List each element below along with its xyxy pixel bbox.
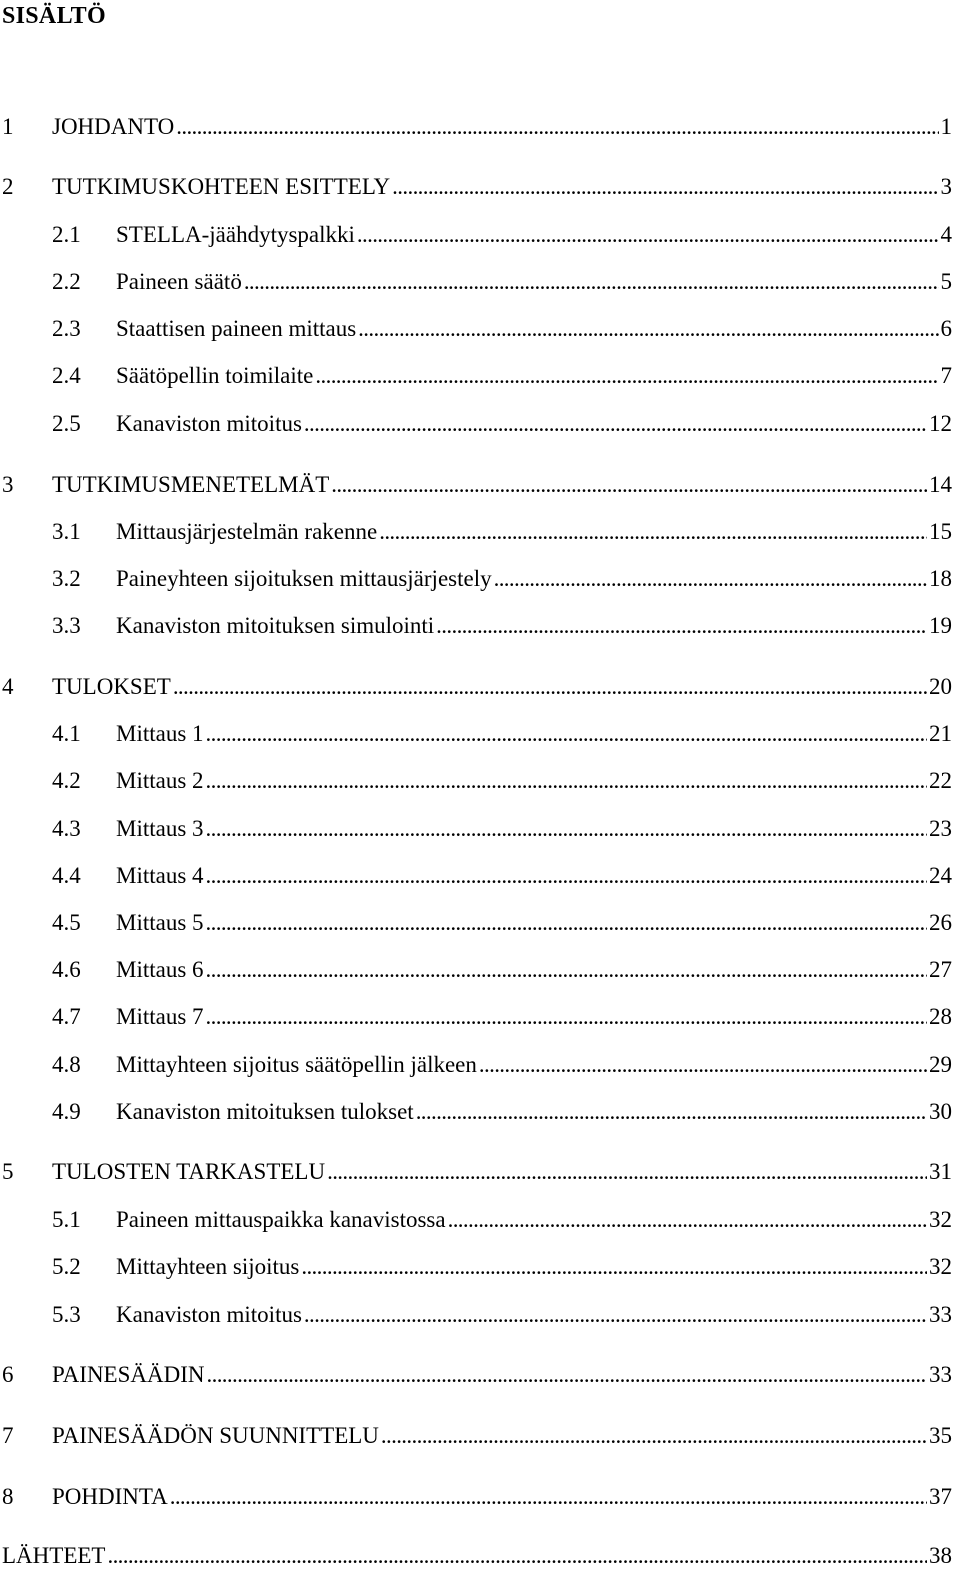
toc-entry-page-number: 12 xyxy=(929,411,952,436)
toc-entry[interactable] xyxy=(52,719,952,749)
toc-entry[interactable] xyxy=(2,1360,952,1390)
toc-entry-number: 4.2 xyxy=(52,768,81,793)
toc-entry[interactable] xyxy=(2,672,952,702)
toc-entry-number: 8 xyxy=(2,1484,14,1509)
toc-entry-page-number: 35 xyxy=(929,1423,952,1448)
toc-entry[interactable] xyxy=(52,564,952,594)
toc-entry-page-number: 32 xyxy=(929,1254,952,1279)
dot-leader xyxy=(357,220,939,250)
dot-leader xyxy=(176,112,938,142)
toc-entry-number: 4 xyxy=(2,674,14,699)
toc-entry[interactable] xyxy=(52,1205,952,1235)
toc-entry[interactable] xyxy=(2,1421,952,1451)
toc-entry-title: PAINESÄÄDÖN SUUNNITTELU xyxy=(52,1423,379,1448)
dot-leader xyxy=(206,719,927,749)
toc-entry-title: STELLA-jäähdytyspalkki xyxy=(116,222,355,247)
toc-entry[interactable] xyxy=(52,361,952,391)
toc-entry-title: Mittaus 7 xyxy=(116,1004,204,1029)
dot-leader xyxy=(494,564,927,594)
toc-entry-title: Mittaus 4 xyxy=(116,863,204,888)
toc-entry[interactable] xyxy=(52,314,952,344)
dot-leader xyxy=(315,361,938,391)
toc-entry-number: 7 xyxy=(2,1423,14,1448)
toc-entry-number: 3.1 xyxy=(52,519,81,544)
toc-entry-page-number: 20 xyxy=(929,674,952,699)
dot-leader xyxy=(331,470,927,500)
toc-entry-page-number: 21 xyxy=(929,721,952,746)
toc-entry-title: PAINESÄÄDIN xyxy=(52,1362,205,1387)
toc-entry-title: TULOSTEN TARKASTELU xyxy=(52,1159,326,1184)
toc-entry-title: Mittaus 2 xyxy=(116,768,204,793)
dot-leader xyxy=(173,672,927,702)
toc-entry[interactable] xyxy=(52,1050,952,1080)
toc-entry[interactable] xyxy=(52,1300,952,1330)
toc-entry-page-number: 1 xyxy=(940,114,952,139)
toc-entry-page-number: 18 xyxy=(929,566,952,591)
toc-entry[interactable] xyxy=(52,814,952,844)
dot-leader xyxy=(207,1360,928,1390)
toc-entry-page-number: 33 xyxy=(929,1302,952,1327)
toc-entry-page-number: 38 xyxy=(929,1543,952,1568)
toc-entry-title: Paineen mittauspaikka kanavistossa xyxy=(116,1207,446,1232)
dot-leader xyxy=(304,409,927,439)
toc-entry-title: Mittaus 1 xyxy=(116,721,204,746)
toc-entry-page-number: 23 xyxy=(929,816,952,841)
toc-entry-page-number: 14 xyxy=(929,472,952,497)
toc-entry-title: Mittaus 3 xyxy=(116,816,204,841)
toc-entry-number: 3.2 xyxy=(52,566,81,591)
dot-leader xyxy=(206,955,927,985)
toc-entry-title: Mittayhteen sijoitus säätöpellin jälkeen xyxy=(116,1052,477,1077)
toc-entry-title: TUTKIMUSMENETELMÄT xyxy=(52,472,330,497)
toc-entry-number: 2.2 xyxy=(52,269,81,294)
toc-entry-title: POHDINTA xyxy=(52,1484,168,1509)
dot-leader xyxy=(206,908,927,938)
toc-entry[interactable] xyxy=(2,172,952,202)
dot-leader xyxy=(170,1482,927,1512)
toc-entry[interactable] xyxy=(2,1541,952,1571)
toc-entry[interactable] xyxy=(52,409,952,439)
toc-entry-page-number: 37 xyxy=(929,1484,952,1509)
toc-entry-number: 3 xyxy=(2,472,14,497)
toc-entry-number: 5 xyxy=(2,1159,14,1184)
toc-entry-number: 4.7 xyxy=(52,1004,81,1029)
dot-leader xyxy=(206,766,927,796)
toc-entry[interactable] xyxy=(2,1482,952,1512)
toc-entry-page-number: 28 xyxy=(929,1004,952,1029)
toc-heading: SISÄLTÖ xyxy=(2,3,106,29)
toc-entry-number: 2.3 xyxy=(52,316,81,341)
toc-entry[interactable] xyxy=(2,112,952,142)
toc-entry-title: Mittaus 6 xyxy=(116,957,204,982)
toc-entry-number: 2 xyxy=(2,174,14,199)
toc-entry-page-number: 15 xyxy=(929,519,952,544)
toc-entry[interactable] xyxy=(2,1157,952,1187)
toc-entry-number: 4.5 xyxy=(52,910,81,935)
dot-leader xyxy=(206,1002,927,1032)
toc-entry-page-number: 22 xyxy=(929,768,952,793)
toc-entry-page-number: 31 xyxy=(929,1159,952,1184)
dot-leader xyxy=(358,314,938,344)
toc-entry-title: TUTKIMUSKOHTEEN ESITTELY xyxy=(52,174,391,199)
toc-entry[interactable] xyxy=(52,1002,952,1032)
toc-entry-number: 2.4 xyxy=(52,363,81,388)
dot-leader xyxy=(327,1157,927,1187)
toc-entry-title: Mittaus 5 xyxy=(116,910,204,935)
toc-entry-title: JOHDANTO xyxy=(52,114,175,139)
dot-leader xyxy=(448,1205,927,1235)
toc-entry[interactable] xyxy=(52,1097,952,1127)
toc-entry-title: LÄHTEET xyxy=(2,1543,106,1568)
toc-entry-title: Paineen säätö xyxy=(116,269,242,294)
dot-leader xyxy=(107,1541,927,1571)
toc-entry-title: Staattisen paineen mittaus xyxy=(116,316,357,341)
toc-entry-page-number: 27 xyxy=(929,957,952,982)
toc-entry-number: 4.6 xyxy=(52,957,81,982)
toc-entry[interactable] xyxy=(52,220,952,250)
toc-entry-page-number: 24 xyxy=(929,863,952,888)
toc-entry-page-number: 29 xyxy=(929,1052,952,1077)
dot-leader xyxy=(379,517,927,547)
toc-entry-number: 5.1 xyxy=(52,1207,81,1232)
toc-entry-page-number: 32 xyxy=(929,1207,952,1232)
toc-entry[interactable] xyxy=(52,267,952,297)
toc-entry-title: Kanaviston mitoitus xyxy=(116,411,302,436)
dot-leader xyxy=(244,267,939,297)
toc-entry-page-number: 30 xyxy=(929,1099,952,1124)
toc-entry[interactable] xyxy=(52,861,952,891)
toc-entry-number: 4.4 xyxy=(52,863,81,888)
toc-entry-page-number: 7 xyxy=(940,363,952,388)
toc-entry[interactable] xyxy=(52,766,952,796)
dot-leader xyxy=(381,1421,927,1451)
toc-entry-title: TULOKSET xyxy=(52,674,171,699)
toc-entry-title: Mittayhteen sijoitus xyxy=(116,1254,300,1279)
toc-entry-title: Kanaviston mitoituksen tulokset xyxy=(116,1099,414,1124)
dot-leader xyxy=(436,611,927,641)
dot-leader xyxy=(392,172,938,202)
toc-entry-number: 4.9 xyxy=(52,1099,81,1124)
dot-leader xyxy=(206,861,927,891)
toc-entry-title: Mittausjärjestelmän rakenne xyxy=(116,519,378,544)
toc-entry-page-number: 19 xyxy=(929,613,952,638)
toc-entry-title: Säätöpellin toimilaite xyxy=(116,363,314,388)
toc-entry-page-number: 5 xyxy=(940,269,952,294)
toc-entry-title: Kanaviston mitoituksen simulointi xyxy=(116,613,435,638)
toc-entry-page-number: 33 xyxy=(929,1362,952,1387)
dot-leader xyxy=(301,1252,927,1282)
toc-entry-number: 4.3 xyxy=(52,816,81,841)
toc-entry-number: 5.3 xyxy=(52,1302,81,1327)
toc-entry-number: 6 xyxy=(2,1362,14,1387)
dot-leader xyxy=(304,1300,927,1330)
toc-entry-number: 4.8 xyxy=(52,1052,81,1077)
toc-entry[interactable] xyxy=(2,470,952,500)
dot-leader xyxy=(416,1097,927,1127)
toc-entry-number: 5.2 xyxy=(52,1254,81,1279)
toc-entry[interactable] xyxy=(52,1252,952,1282)
dot-leader xyxy=(206,814,927,844)
toc-entry[interactable] xyxy=(52,955,952,985)
toc-entry-number: 1 xyxy=(2,114,14,139)
toc-entry-number: 2.1 xyxy=(52,222,81,247)
toc-entry-page-number: 4 xyxy=(940,222,952,247)
toc-entry-page-number: 26 xyxy=(929,910,952,935)
toc-entry-title: Paineyhteen sijoituksen mittausjärjestely xyxy=(116,566,492,591)
toc-entry-number: 2.5 xyxy=(52,411,81,436)
toc-entry-page-number: 6 xyxy=(940,316,952,341)
toc-entry[interactable] xyxy=(52,611,952,641)
dot-leader xyxy=(479,1050,927,1080)
toc-entry[interactable] xyxy=(52,908,952,938)
toc-entry-title: Kanaviston mitoitus xyxy=(116,1302,302,1327)
toc-entry[interactable] xyxy=(52,517,952,547)
toc-entry-number: 4.1 xyxy=(52,721,81,746)
toc-entry-number: 3.3 xyxy=(52,613,81,638)
toc-entry-page-number: 3 xyxy=(940,174,952,199)
